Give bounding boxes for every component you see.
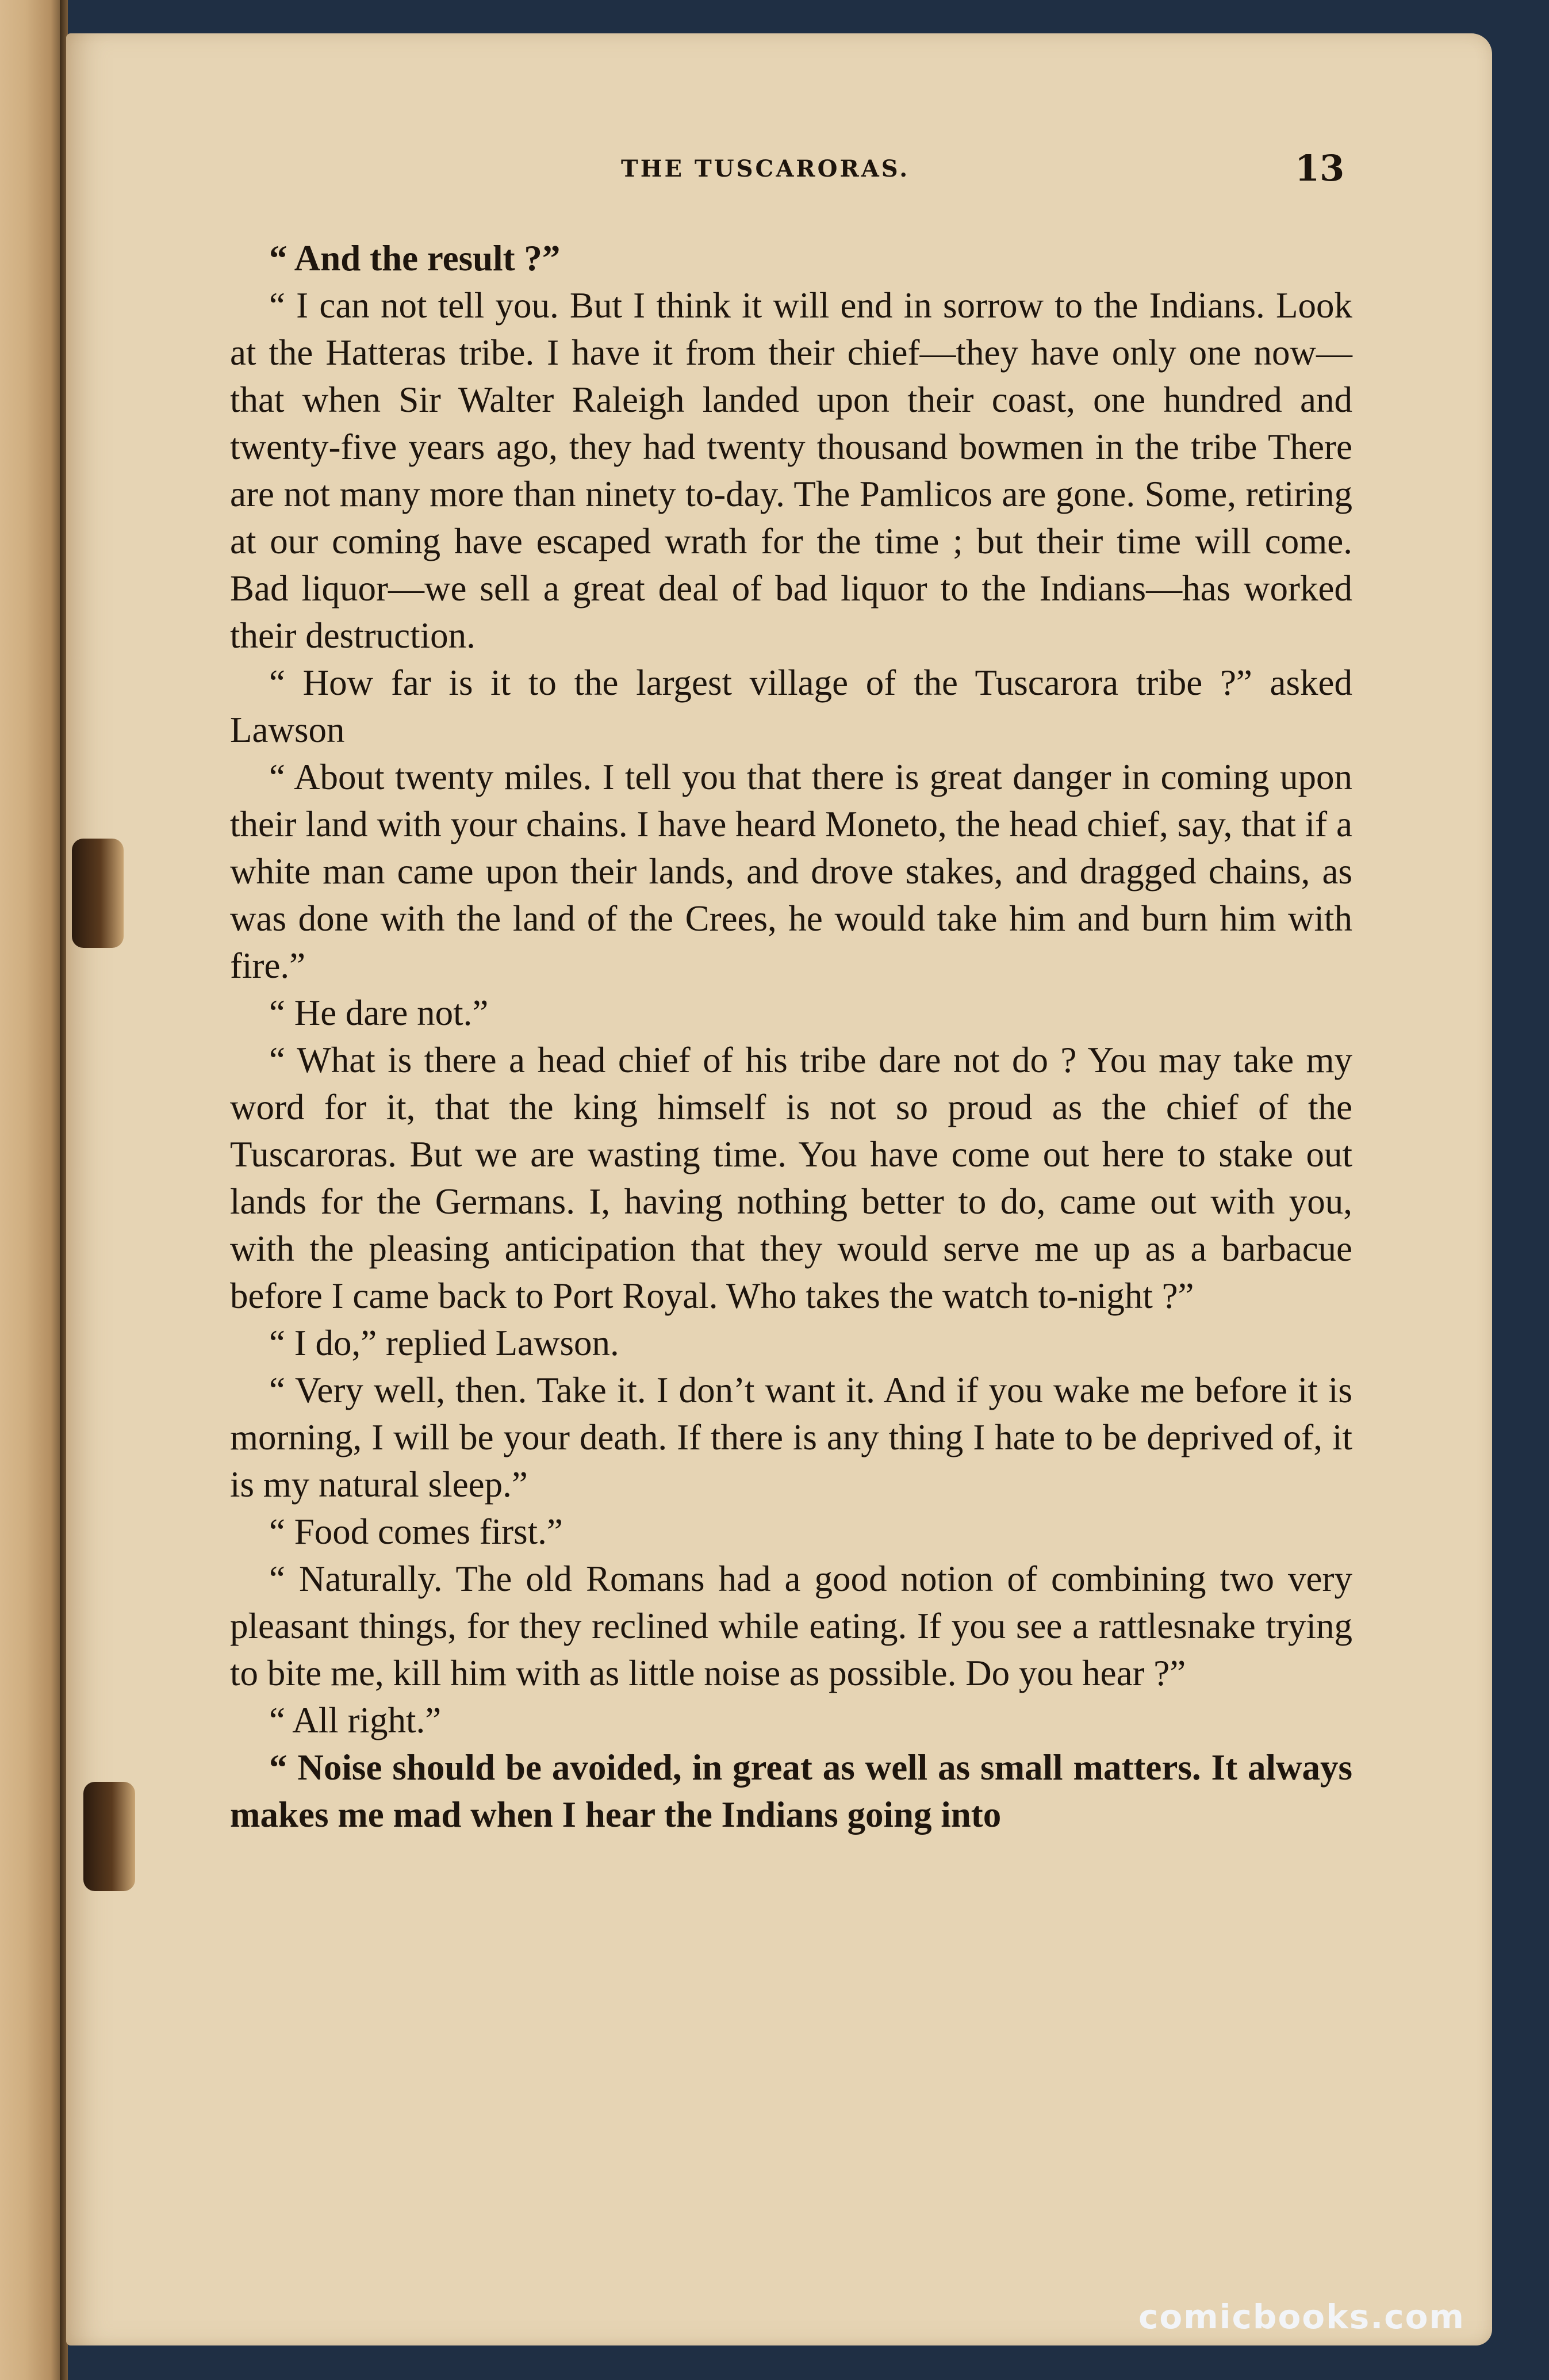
- page-number: 13: [1295, 147, 1345, 189]
- paragraph: “ He dare not.”: [269, 993, 489, 1033]
- body-text: [230, 235, 1352, 1838]
- paragraph: “ All right.”: [269, 1700, 442, 1740]
- paragraph: “ Very well, then. Take it. I don’t want it. And if you wake me before it is morning, I will be your death. If there is any thing I hate to be deprived of, it is my natural sleep.”: [230, 1370, 1352, 1505]
- paragraph: “ I can not tell you. But I think it will end in sorrow to the Indians. Look at the Hatteras tribe. I have it from their chief—they have only one now—that when Sir Walter Raleigh landed upon their coast, one hundred and twenty-five years ago, they had twenty thousand bowmen in the tribe There are not many more than ninety to-day. The Pamlicos are gone. Some, retiring at our coming have escaped wrath for the time ; but their time will come. Bad liquor—we sell a great deal of bad liquor to the Indians—has worked their destruction.: [230, 285, 1352, 656]
- paragraph: “ What is there a head chief of his tribe dare not do ? You may take my word for it, that the king himself is not so proud as the chief of the Tuscaroras. But we are wasting time. You have come out here to stake out lands for the Germans. I, having nothing better to do, came out with you, with the pleasing anticipation that they would serve me up as a barbacue before I came back to Port Royal. Who takes the watch to-night ?”: [230, 1040, 1352, 1316]
- paragraph: “ About twenty miles. I tell you that there is great danger in coming upon their land with your chains. I have heard Moneto, the head chief, say, that if a white man came upon their lands, and drove stakes, and dragged chains, as was done with the land of the Crees, he would take him and burn him with fire.”: [230, 757, 1352, 986]
- paragraph: “ Food comes first.”: [269, 1512, 563, 1552]
- binding-hole: [83, 1782, 135, 1891]
- paragraph: “ How far is it to the largest village of the Tuscarora tribe ?” asked Lawson: [230, 663, 1352, 750]
- paragraph: “ And the result ?”: [269, 238, 561, 278]
- facing-page-edge: [0, 0, 63, 2380]
- paragraph: “ Naturally. The old Romans had a good notion of combining two very pleasant things, for they reclined while eating. If you see a rattlesnake trying to bite me, kill him with as little noise as possible. Do you hear ?”: [230, 1559, 1352, 1693]
- binding-hole: [72, 839, 124, 948]
- watermark: comicbooks.com: [1138, 2297, 1465, 2336]
- paragraph: “ Noise should be avoided, in great as well as small matters. It always makes me mad when I hear the Indians going into: [230, 1747, 1352, 1835]
- running-head: THE TUSCARORAS.: [621, 155, 910, 182]
- paragraph: “ I do,” replied Lawson.: [269, 1323, 619, 1363]
